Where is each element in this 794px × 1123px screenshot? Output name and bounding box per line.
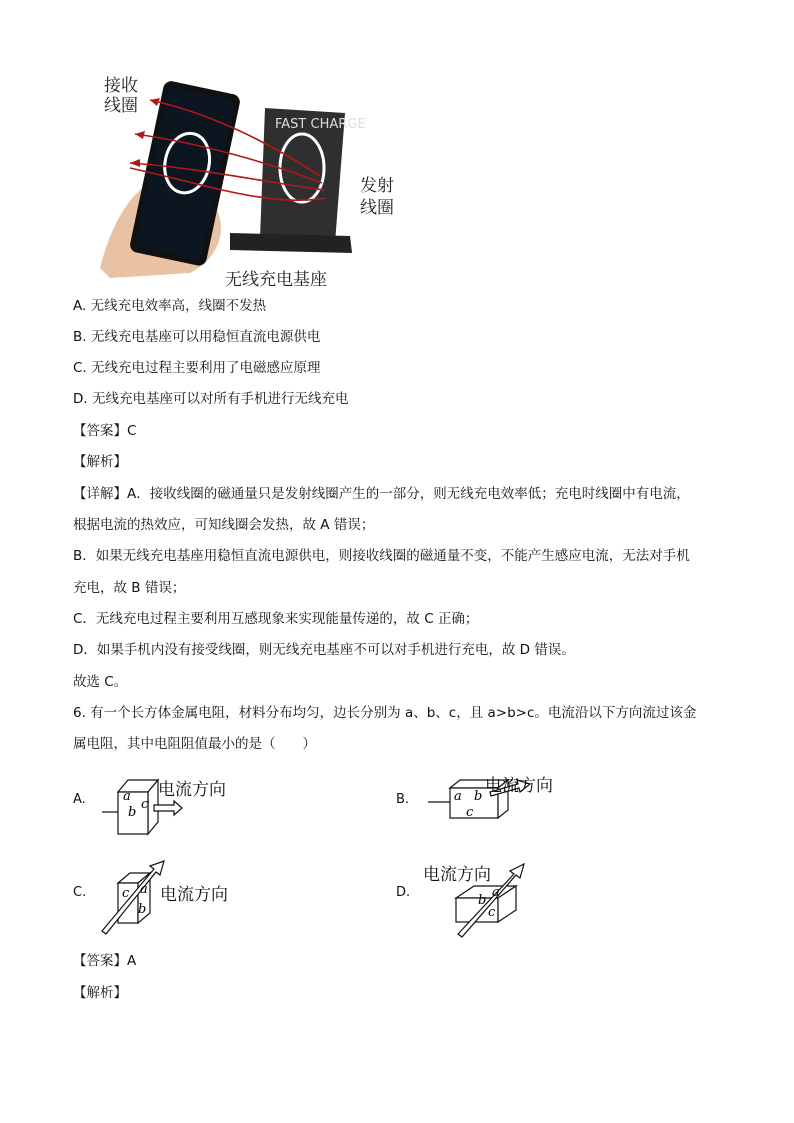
face-b: b: [128, 805, 137, 820]
q5-option-b: B. 无线充电基座可以用稳恒直流电源供电: [73, 329, 321, 345]
q6-option-a-label: A.: [73, 792, 86, 807]
detail-tag: 【详解】: [73, 486, 127, 502]
q6-option-a-direction: 电流方向: [158, 780, 226, 800]
q5-detail-line-5: C．无线充电过程主要利用互感现象来实现能量传递的，故 C 正确；: [73, 611, 479, 627]
face-b: b: [478, 893, 487, 908]
q5-option-a: A. 无线充电效率高，线圈不发热: [73, 298, 267, 314]
face-a: a: [140, 882, 148, 897]
detail-text-1: A．接收线圈的磁通量只是发射线圈产生的一部分，则无线充电效率低；充电时线圈中有电流，: [127, 486, 690, 502]
face-c: c: [122, 886, 130, 901]
charger-logo-text: FAST CHARGE: [275, 117, 366, 132]
face-a: a: [454, 789, 462, 804]
q5-option-d: D. 无线充电基座可以对所有手机进行无线充电: [73, 391, 349, 407]
face-c: c: [141, 797, 149, 812]
q6-option-c-label: C.: [73, 885, 87, 900]
q6-stem-line-1: 6. 有一个长方体金属电阻，材料分布均匀，边长分别为 a、b、c，且 a>b>c。电流沿以下方向流过该金: [73, 705, 697, 721]
q6-option-c-direction: 电流方向: [160, 885, 228, 905]
charger-base: [230, 233, 352, 253]
face-b: b: [474, 789, 483, 804]
q6-option-b-direction: 电流方向: [485, 776, 553, 796]
base-caption: 无线充电基座: [225, 270, 327, 290]
q6-option-b-label: B.: [396, 792, 410, 807]
q5-option-c: C. 无线充电过程主要利用了电磁感应原理: [73, 360, 321, 376]
q5-answer-line: [73, 421, 136, 441]
q6-analysis-tag: 【解析】: [73, 985, 127, 1001]
q5-detail-line-4: 充电，故 B 错误；: [73, 580, 186, 596]
q5-analysis-tag: 【解析】: [73, 454, 127, 470]
q5-detail-line-6: D．如果手机内没有接受线圈，则无线充电基座不可以对手机进行充电，故 D 错误。: [73, 642, 575, 658]
q5-detail-line-7: 故选 C。: [73, 674, 128, 690]
answer-value: A: [127, 953, 137, 969]
q5-detail-line-1: [73, 484, 690, 504]
answer-value: C: [127, 423, 137, 439]
face-b: b: [138, 902, 147, 917]
q6-option-d-label: D.: [396, 885, 411, 900]
q6-option-d-direction: 电流方向: [423, 865, 491, 885]
transmitter-coil-label-2: 线圈: [360, 198, 394, 218]
q5-detail-line-2: 根据电流的热效应，可知线圈会发热，故 A 错误；: [73, 517, 375, 533]
answer-tag: 【答案】: [73, 953, 127, 969]
face-a: a: [492, 885, 500, 900]
receiver-coil-label-1: 接收: [104, 76, 138, 96]
face-c: c: [488, 905, 496, 920]
answer-tag: 【答案】: [73, 423, 127, 439]
receiver-coil-label-2: 线圈: [104, 96, 138, 116]
q6-stem-line-2: 属电阻，其中电阻阻值最小的是（ ）: [73, 736, 316, 752]
q5-detail-line-3: B．如果无线充电基座用稳恒直流电源供电，则接收线圈的磁通量不变，不能产生感应电流，无法对手机: [73, 548, 690, 564]
face-c: c: [466, 805, 474, 820]
face-a: a: [123, 789, 131, 804]
transmitter-coil-label-1: 发射: [360, 176, 394, 196]
q6-answer-line: [73, 951, 136, 971]
